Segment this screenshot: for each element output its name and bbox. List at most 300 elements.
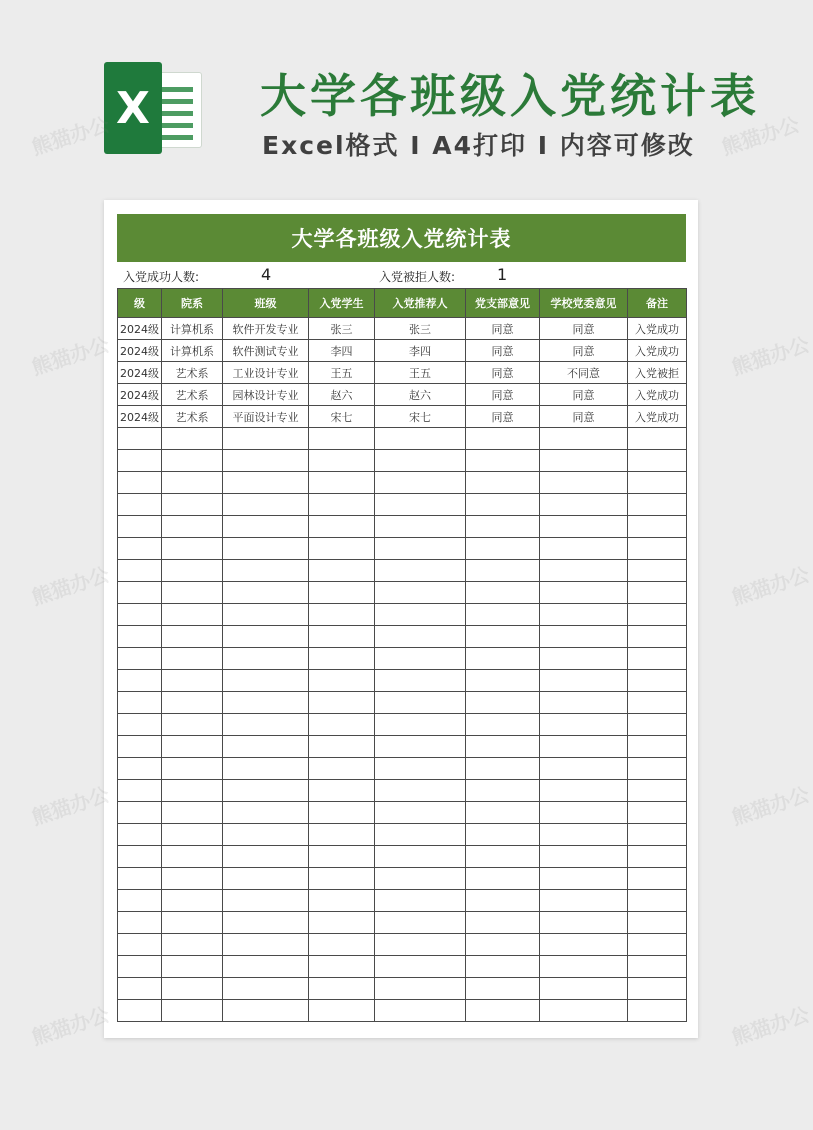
empty-table-cell[interactable] xyxy=(223,604,309,626)
empty-table-cell[interactable] xyxy=(540,538,628,560)
empty-table-cell[interactable] xyxy=(540,824,628,846)
empty-table-cell[interactable] xyxy=(162,934,223,956)
empty-table-cell[interactable] xyxy=(628,758,687,780)
empty-table-cell[interactable] xyxy=(466,670,540,692)
empty-table-cell[interactable] xyxy=(118,560,162,582)
empty-table-cell[interactable] xyxy=(628,428,687,450)
empty-table-cell[interactable] xyxy=(162,714,223,736)
empty-table-row xyxy=(118,912,687,934)
empty-table-cell[interactable] xyxy=(118,912,162,934)
empty-table-cell[interactable] xyxy=(466,604,540,626)
empty-table-cell[interactable] xyxy=(309,802,375,824)
empty-table-cell[interactable] xyxy=(118,890,162,912)
empty-table-cell[interactable] xyxy=(223,802,309,824)
empty-table-cell[interactable] xyxy=(466,692,540,714)
empty-table-cell[interactable] xyxy=(118,802,162,824)
empty-table-cell[interactable] xyxy=(162,890,223,912)
empty-table-cell[interactable] xyxy=(466,890,540,912)
table-cell[interactable]: 李四 xyxy=(375,340,466,362)
rejected-count-label: 入党被拒人数: xyxy=(379,270,456,284)
empty-table-cell[interactable] xyxy=(223,758,309,780)
empty-table-cell[interactable] xyxy=(309,670,375,692)
empty-table-cell[interactable] xyxy=(162,648,223,670)
empty-table-cell[interactable] xyxy=(118,736,162,758)
empty-table-cell[interactable] xyxy=(223,450,309,472)
table-cell[interactable]: 赵六 xyxy=(375,384,466,406)
empty-table-cell[interactable] xyxy=(162,1000,223,1022)
empty-table-cell[interactable] xyxy=(466,582,540,604)
empty-table-cell[interactable] xyxy=(375,472,466,494)
empty-table-cell[interactable] xyxy=(309,758,375,780)
empty-table-cell[interactable] xyxy=(628,692,687,714)
empty-table-cell[interactable] xyxy=(309,912,375,934)
empty-table-cell[interactable] xyxy=(540,582,628,604)
empty-table-cell[interactable] xyxy=(118,934,162,956)
table-cell[interactable]: 同意 xyxy=(540,406,628,428)
empty-table-cell[interactable] xyxy=(375,736,466,758)
table-cell[interactable]: 软件开发专业 xyxy=(223,318,309,340)
empty-table-cell[interactable] xyxy=(309,516,375,538)
empty-table-cell[interactable] xyxy=(223,648,309,670)
empty-table-cell[interactable] xyxy=(540,956,628,978)
empty-table-cell[interactable] xyxy=(162,824,223,846)
table-cell[interactable]: 张三 xyxy=(309,318,375,340)
page-title: 大学各班级入党统计表 xyxy=(260,69,760,123)
empty-table-cell[interactable] xyxy=(466,450,540,472)
table-row xyxy=(118,406,687,428)
empty-table-cell[interactable] xyxy=(375,956,466,978)
empty-table-cell[interactable] xyxy=(309,780,375,802)
empty-table-cell[interactable] xyxy=(118,670,162,692)
table-cell[interactable]: 同意 xyxy=(540,384,628,406)
table-cell[interactable]: 入党成功 xyxy=(628,318,687,340)
empty-table-cell[interactable] xyxy=(118,1000,162,1022)
table-cell[interactable]: 同意 xyxy=(466,340,540,362)
empty-table-cell[interactable] xyxy=(466,538,540,560)
empty-table-cell[interactable] xyxy=(162,516,223,538)
empty-table-cell[interactable] xyxy=(375,868,466,890)
empty-table-cell[interactable] xyxy=(309,824,375,846)
empty-table-cell[interactable] xyxy=(118,648,162,670)
empty-table-cell[interactable] xyxy=(540,846,628,868)
empty-table-cell[interactable] xyxy=(118,582,162,604)
empty-table-cell[interactable] xyxy=(223,428,309,450)
table-cell[interactable]: 同意 xyxy=(540,318,628,340)
rejected-count-value[interactable]: 1 xyxy=(497,265,508,284)
empty-table-cell[interactable] xyxy=(223,516,309,538)
empty-table-row xyxy=(118,868,687,890)
table-cell[interactable]: 入党成功 xyxy=(628,340,687,362)
sheet-title: 大学各班级入党统计表 xyxy=(117,214,686,262)
empty-table-cell[interactable] xyxy=(540,780,628,802)
table-cell[interactable]: 艺术系 xyxy=(162,384,223,406)
page-subtitle: Excel格式 I A4打印 I 内容可修改 xyxy=(262,131,695,160)
empty-table-cell[interactable] xyxy=(375,538,466,560)
empty-table-cell[interactable] xyxy=(375,494,466,516)
empty-table-cell[interactable] xyxy=(628,648,687,670)
empty-table-cell[interactable] xyxy=(540,692,628,714)
empty-table-cell[interactable] xyxy=(309,956,375,978)
empty-table-cell[interactable] xyxy=(466,780,540,802)
empty-table-row xyxy=(118,890,687,912)
empty-table-cell[interactable] xyxy=(162,538,223,560)
empty-table-cell[interactable] xyxy=(223,472,309,494)
column-header[interactable]: 级 xyxy=(118,289,162,318)
table-cell[interactable]: 2024级 xyxy=(118,340,162,362)
empty-table-cell[interactable] xyxy=(466,714,540,736)
empty-table-cell[interactable] xyxy=(466,626,540,648)
table-cell[interactable]: 宋七 xyxy=(309,406,375,428)
empty-table-cell[interactable] xyxy=(466,824,540,846)
empty-table-cell[interactable] xyxy=(540,736,628,758)
empty-table-row xyxy=(118,780,687,802)
empty-table-cell[interactable] xyxy=(223,714,309,736)
empty-table-row xyxy=(118,758,687,780)
table-cell[interactable]: 入党成功 xyxy=(628,406,687,428)
empty-table-cell[interactable] xyxy=(162,692,223,714)
empty-table-cell[interactable] xyxy=(628,560,687,582)
empty-table-cell[interactable] xyxy=(223,780,309,802)
empty-table-cell[interactable] xyxy=(223,538,309,560)
empty-table-cell[interactable] xyxy=(375,428,466,450)
table-cell[interactable]: 计算机系 xyxy=(162,318,223,340)
empty-table-cell[interactable] xyxy=(309,868,375,890)
empty-table-cell[interactable] xyxy=(118,824,162,846)
empty-table-cell[interactable] xyxy=(309,714,375,736)
empty-table-cell[interactable] xyxy=(309,1000,375,1022)
empty-table-cell[interactable] xyxy=(540,978,628,1000)
empty-table-cell[interactable] xyxy=(628,736,687,758)
table-cell[interactable]: 赵六 xyxy=(309,384,375,406)
table-cell[interactable]: 平面设计专业 xyxy=(223,406,309,428)
empty-table-cell[interactable] xyxy=(118,780,162,802)
empty-table-cell[interactable] xyxy=(162,868,223,890)
empty-table-cell[interactable] xyxy=(223,824,309,846)
empty-table-cell[interactable] xyxy=(628,956,687,978)
empty-table-cell[interactable] xyxy=(118,494,162,516)
empty-table-cell[interactable] xyxy=(162,582,223,604)
empty-table-cell[interactable] xyxy=(540,868,628,890)
empty-table-cell[interactable] xyxy=(223,670,309,692)
table-cell[interactable]: 园林设计专业 xyxy=(223,384,309,406)
table-cell[interactable]: 艺术系 xyxy=(162,362,223,384)
table-cell[interactable]: 入党成功 xyxy=(628,384,687,406)
empty-table-cell[interactable] xyxy=(628,802,687,824)
empty-table-cell[interactable] xyxy=(223,1000,309,1022)
empty-table-cell[interactable] xyxy=(466,912,540,934)
empty-table-cell[interactable] xyxy=(375,934,466,956)
table-cell[interactable]: 张三 xyxy=(375,318,466,340)
empty-table-row xyxy=(118,494,687,516)
empty-table-cell[interactable] xyxy=(540,890,628,912)
empty-table-row xyxy=(118,978,687,1000)
empty-table-cell[interactable] xyxy=(628,670,687,692)
empty-table-cell[interactable] xyxy=(118,956,162,978)
empty-table-cell[interactable] xyxy=(309,626,375,648)
empty-table-cell[interactable] xyxy=(162,604,223,626)
empty-table-cell[interactable] xyxy=(628,604,687,626)
empty-table-cell[interactable] xyxy=(466,802,540,824)
empty-table-cell[interactable] xyxy=(162,450,223,472)
empty-table-cell[interactable] xyxy=(375,802,466,824)
empty-table-cell[interactable] xyxy=(375,714,466,736)
empty-table-cell[interactable] xyxy=(309,494,375,516)
page-header xyxy=(0,0,800,200)
empty-table-cell[interactable] xyxy=(309,978,375,1000)
empty-table-cell[interactable] xyxy=(375,846,466,868)
table-cell[interactable]: 同意 xyxy=(466,406,540,428)
empty-table-cell[interactable] xyxy=(162,428,223,450)
empty-table-cell[interactable] xyxy=(162,802,223,824)
empty-table-cell[interactable] xyxy=(223,978,309,1000)
empty-table-cell[interactable] xyxy=(628,714,687,736)
empty-table-cell[interactable] xyxy=(375,978,466,1000)
empty-table-cell[interactable] xyxy=(223,626,309,648)
table-cell[interactable]: 2024级 xyxy=(118,362,162,384)
empty-table-cell[interactable] xyxy=(309,934,375,956)
empty-table-cell[interactable] xyxy=(628,868,687,890)
empty-table-row xyxy=(118,626,687,648)
empty-table-cell[interactable] xyxy=(466,472,540,494)
column-header[interactable]: 备注 xyxy=(628,289,687,318)
empty-table-cell[interactable] xyxy=(375,604,466,626)
empty-table-cell[interactable] xyxy=(466,648,540,670)
empty-table-row xyxy=(118,428,687,450)
empty-table-cell[interactable] xyxy=(118,604,162,626)
empty-table-row xyxy=(118,582,687,604)
empty-table-cell[interactable] xyxy=(375,780,466,802)
table-cell[interactable]: 王五 xyxy=(309,362,375,384)
empty-table-cell[interactable] xyxy=(540,560,628,582)
empty-table-cell[interactable] xyxy=(309,846,375,868)
column-header[interactable]: 院系 xyxy=(162,289,223,318)
column-header[interactable]: 党支部意见 xyxy=(466,289,540,318)
empty-table-cell[interactable] xyxy=(540,912,628,934)
empty-table-cell[interactable] xyxy=(466,736,540,758)
table-cell[interactable]: 2024级 xyxy=(118,318,162,340)
empty-table-cell[interactable] xyxy=(540,802,628,824)
empty-table-row xyxy=(118,736,687,758)
empty-table-cell[interactable] xyxy=(540,714,628,736)
table-row xyxy=(118,362,687,384)
empty-table-cell[interactable] xyxy=(162,978,223,1000)
empty-table-cell[interactable] xyxy=(540,450,628,472)
empty-table-cell[interactable] xyxy=(162,758,223,780)
empty-table-cell[interactable] xyxy=(466,934,540,956)
table-cell[interactable]: 同意 xyxy=(540,340,628,362)
empty-table-cell[interactable] xyxy=(118,472,162,494)
empty-table-cell[interactable] xyxy=(223,560,309,582)
excel-badge: X xyxy=(104,62,162,154)
empty-table-cell[interactable] xyxy=(118,868,162,890)
empty-table-cell[interactable] xyxy=(309,648,375,670)
empty-table-cell[interactable] xyxy=(118,450,162,472)
empty-table-row xyxy=(118,670,687,692)
column-header[interactable]: 学校党委意见 xyxy=(540,289,628,318)
empty-table-cell[interactable] xyxy=(309,560,375,582)
empty-table-cell[interactable] xyxy=(540,1000,628,1022)
table-cell[interactable]: 艺术系 xyxy=(162,406,223,428)
empty-table-cell[interactable] xyxy=(375,912,466,934)
table-cell[interactable]: 同意 xyxy=(466,362,540,384)
success-count-label: 入党成功人数: xyxy=(123,270,200,284)
empty-table-cell[interactable] xyxy=(162,494,223,516)
empty-table-row xyxy=(118,714,687,736)
empty-table-cell[interactable] xyxy=(628,1000,687,1022)
empty-table-cell[interactable] xyxy=(628,934,687,956)
table-cell[interactable]: 同意 xyxy=(466,318,540,340)
empty-table-cell[interactable] xyxy=(223,934,309,956)
empty-table-cell[interactable] xyxy=(628,538,687,560)
table-cell[interactable]: 2024级 xyxy=(118,406,162,428)
empty-table-cell[interactable] xyxy=(375,692,466,714)
empty-table-cell[interactable] xyxy=(223,736,309,758)
empty-table-cell[interactable] xyxy=(628,912,687,934)
empty-table-cell[interactable] xyxy=(466,428,540,450)
empty-table-cell[interactable] xyxy=(223,692,309,714)
empty-table-cell[interactable] xyxy=(628,890,687,912)
empty-table-cell[interactable] xyxy=(223,846,309,868)
empty-table-cell[interactable] xyxy=(223,868,309,890)
empty-table-cell[interactable] xyxy=(118,516,162,538)
empty-table-cell[interactable] xyxy=(162,472,223,494)
empty-table-cell[interactable] xyxy=(466,846,540,868)
empty-table-cell[interactable] xyxy=(162,912,223,934)
empty-table-cell[interactable] xyxy=(375,516,466,538)
empty-table-cell[interactable] xyxy=(375,450,466,472)
empty-table-cell[interactable] xyxy=(118,714,162,736)
empty-table-cell[interactable] xyxy=(309,582,375,604)
empty-table-cell[interactable] xyxy=(309,736,375,758)
table-cell[interactable]: 同意 xyxy=(466,384,540,406)
table-cell[interactable]: 李四 xyxy=(309,340,375,362)
empty-table-cell[interactable] xyxy=(162,626,223,648)
column-header[interactable]: 班级 xyxy=(223,289,309,318)
empty-table-cell[interactable] xyxy=(118,538,162,560)
empty-table-row xyxy=(118,604,687,626)
empty-table-cell[interactable] xyxy=(223,912,309,934)
empty-table-cell[interactable] xyxy=(309,450,375,472)
empty-table-row xyxy=(118,824,687,846)
empty-table-cell[interactable] xyxy=(466,868,540,890)
empty-table-cell[interactable] xyxy=(540,648,628,670)
empty-table-cell[interactable] xyxy=(540,428,628,450)
empty-table-cell[interactable] xyxy=(375,582,466,604)
empty-table-row xyxy=(118,538,687,560)
empty-table-cell[interactable] xyxy=(162,560,223,582)
empty-table-cell[interactable] xyxy=(309,538,375,560)
empty-table-cell[interactable] xyxy=(540,494,628,516)
empty-table-cell[interactable] xyxy=(118,626,162,648)
empty-table-cell[interactable] xyxy=(162,956,223,978)
empty-table-row xyxy=(118,956,687,978)
empty-table-row xyxy=(118,516,687,538)
empty-table-cell[interactable] xyxy=(309,604,375,626)
empty-table-cell[interactable] xyxy=(540,670,628,692)
empty-table-cell[interactable] xyxy=(540,604,628,626)
empty-table-row xyxy=(118,846,687,868)
empty-table-cell[interactable] xyxy=(118,758,162,780)
empty-table-cell[interactable] xyxy=(162,780,223,802)
empty-table-cell[interactable] xyxy=(309,428,375,450)
table-row xyxy=(118,340,687,362)
column-header[interactable]: 入党推荐人 xyxy=(375,289,466,318)
empty-table-cell[interactable] xyxy=(375,1000,466,1022)
empty-table-cell[interactable] xyxy=(375,626,466,648)
empty-table-cell[interactable] xyxy=(223,890,309,912)
empty-table-cell[interactable] xyxy=(628,846,687,868)
empty-table-cell[interactable] xyxy=(162,846,223,868)
table-cell[interactable]: 宋七 xyxy=(375,406,466,428)
empty-table-cell[interactable] xyxy=(223,582,309,604)
empty-table-cell[interactable] xyxy=(466,516,540,538)
table-cell[interactable]: 2024级 xyxy=(118,384,162,406)
table-cell[interactable]: 王五 xyxy=(375,362,466,384)
empty-table-cell[interactable] xyxy=(223,956,309,978)
empty-table-cell[interactable] xyxy=(309,692,375,714)
empty-table-cell[interactable] xyxy=(628,780,687,802)
empty-table-cell[interactable] xyxy=(375,890,466,912)
empty-table-cell[interactable] xyxy=(540,626,628,648)
empty-table-cell[interactable] xyxy=(466,1000,540,1022)
table-row xyxy=(118,384,687,406)
empty-table-cell[interactable] xyxy=(628,626,687,648)
empty-table-cell[interactable] xyxy=(466,956,540,978)
excel-icon xyxy=(104,62,202,154)
empty-table-cell[interactable] xyxy=(628,978,687,1000)
empty-table-cell[interactable] xyxy=(540,758,628,780)
empty-table-cell[interactable] xyxy=(118,978,162,1000)
empty-table-cell[interactable] xyxy=(628,582,687,604)
empty-table-cell[interactable] xyxy=(375,670,466,692)
table-cell[interactable]: 计算机系 xyxy=(162,340,223,362)
table-cell[interactable]: 入党被拒 xyxy=(628,362,687,384)
empty-table-cell[interactable] xyxy=(309,890,375,912)
empty-table-cell[interactable] xyxy=(162,736,223,758)
empty-table-cell[interactable] xyxy=(628,472,687,494)
empty-table-cell[interactable] xyxy=(118,846,162,868)
table-cell[interactable]: 工业设计专业 xyxy=(223,362,309,384)
success-count-value[interactable]: 4 xyxy=(261,265,272,284)
empty-table-row xyxy=(118,934,687,956)
empty-table-cell[interactable] xyxy=(223,494,309,516)
empty-table-cell[interactable] xyxy=(466,758,540,780)
empty-table-cell[interactable] xyxy=(162,670,223,692)
empty-table-cell[interactable] xyxy=(375,824,466,846)
empty-table-cell[interactable] xyxy=(466,494,540,516)
empty-table-cell[interactable] xyxy=(118,428,162,450)
empty-table-cell[interactable] xyxy=(118,692,162,714)
empty-table-cell[interactable] xyxy=(375,648,466,670)
empty-table-cell[interactable] xyxy=(540,516,628,538)
empty-table-cell[interactable] xyxy=(540,472,628,494)
empty-table-cell[interactable] xyxy=(540,934,628,956)
table-cell[interactable]: 不同意 xyxy=(540,362,628,384)
statistics-table xyxy=(117,288,687,1022)
empty-table-cell[interactable] xyxy=(309,472,375,494)
empty-table-cell[interactable] xyxy=(466,560,540,582)
empty-table-cell[interactable] xyxy=(375,560,466,582)
empty-table-cell[interactable] xyxy=(375,758,466,780)
table-cell[interactable]: 软件测试专业 xyxy=(223,340,309,362)
empty-table-cell[interactable] xyxy=(628,824,687,846)
table-header-row xyxy=(118,289,687,318)
empty-table-cell[interactable] xyxy=(628,494,687,516)
empty-table-cell[interactable] xyxy=(466,978,540,1000)
column-header[interactable]: 入党学生 xyxy=(309,289,375,318)
empty-table-cell[interactable] xyxy=(628,516,687,538)
empty-table-cell[interactable] xyxy=(628,450,687,472)
